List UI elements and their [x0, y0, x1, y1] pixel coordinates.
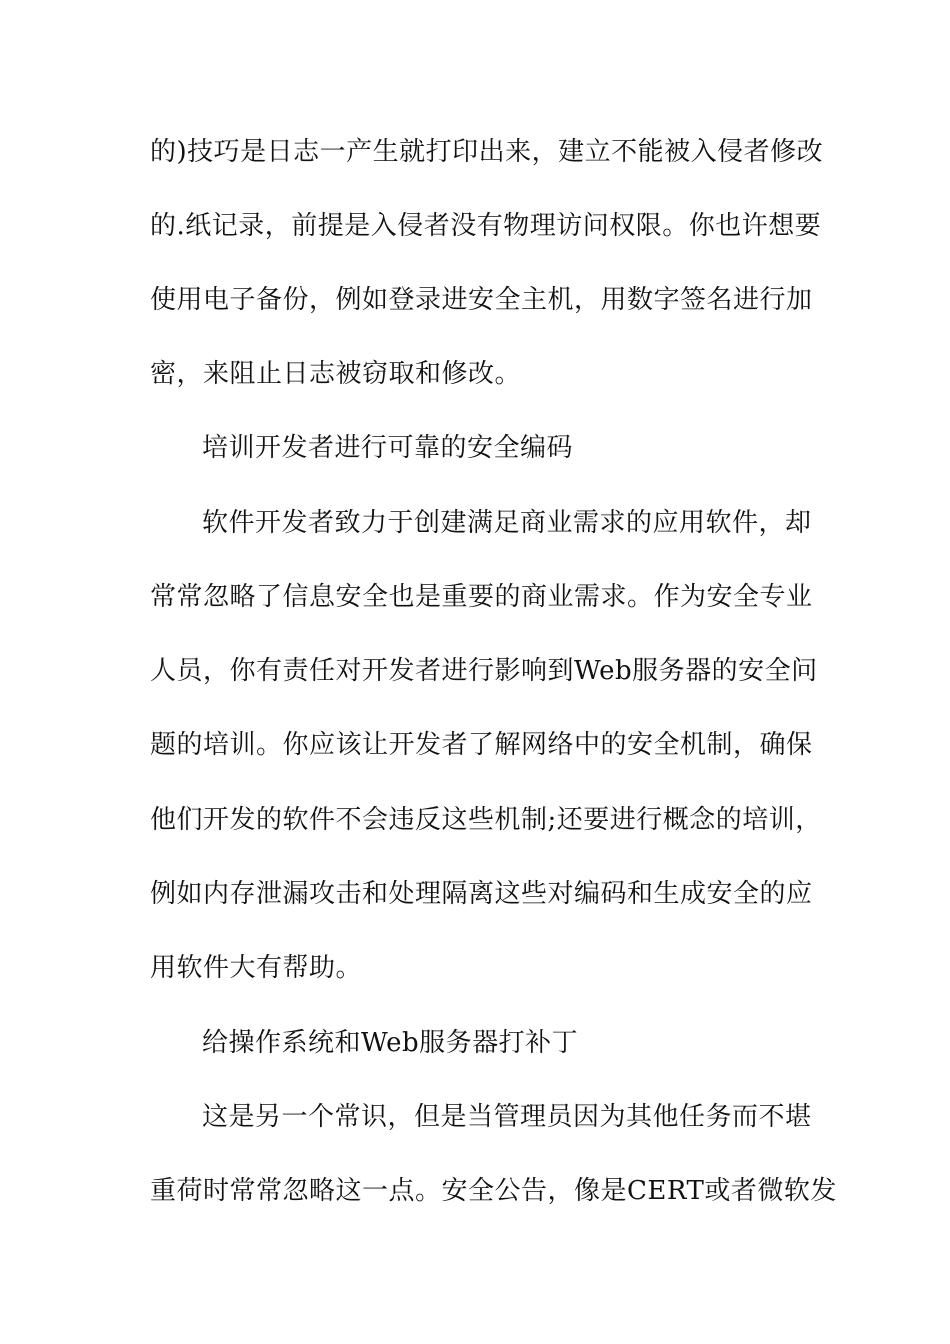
paragraph-line: 例如内存泄漏攻击和处理隔离这些对编码和生成安全的应: [150, 879, 813, 909]
section-heading: 给操作系统和Web服务器打补丁: [202, 1028, 579, 1058]
paragraph-line: 常常忽略了信息安全也是重要的商业需求。作为安全专业: [150, 582, 813, 612]
paragraph-line: 密，来阻止日志被窃取和修改。: [150, 359, 522, 389]
paragraph-line: 他们开发的软件不会违反这些机制;还要进行概念的培训，: [150, 805, 822, 835]
paragraph-line: 人员，你有责任对开发者进行影响到Web服务器的安全问: [150, 656, 818, 686]
paragraph-line: 软件开发者致力于创建满足商业需求的应用软件，却: [202, 508, 812, 538]
paragraph-line: 这是另一个常识，但是当管理员因为其他任务而不堪: [202, 1102, 812, 1132]
paragraph-line: 使用电子备份，例如登录进安全主机，用数字签名进行加: [150, 285, 813, 315]
paragraph-line: 的.纸记录，前提是入侵者没有物理访问权限。你也许想要: [150, 211, 822, 241]
paragraph-line: 用软件大有帮助。: [150, 953, 363, 983]
paragraph-line: 的)技巧是日志一产生就打印出来，建立不能被入侵者修改: [150, 137, 824, 167]
paragraph-line: 题的培训。你应该让开发者了解网络中的安全机制，确保: [150, 730, 813, 760]
section-heading: 培训开发者进行可靠的安全编码: [202, 433, 574, 463]
paragraph-line: 重荷时常常忽略这一点。安全公告，像是CERT或者微软发: [150, 1176, 837, 1206]
